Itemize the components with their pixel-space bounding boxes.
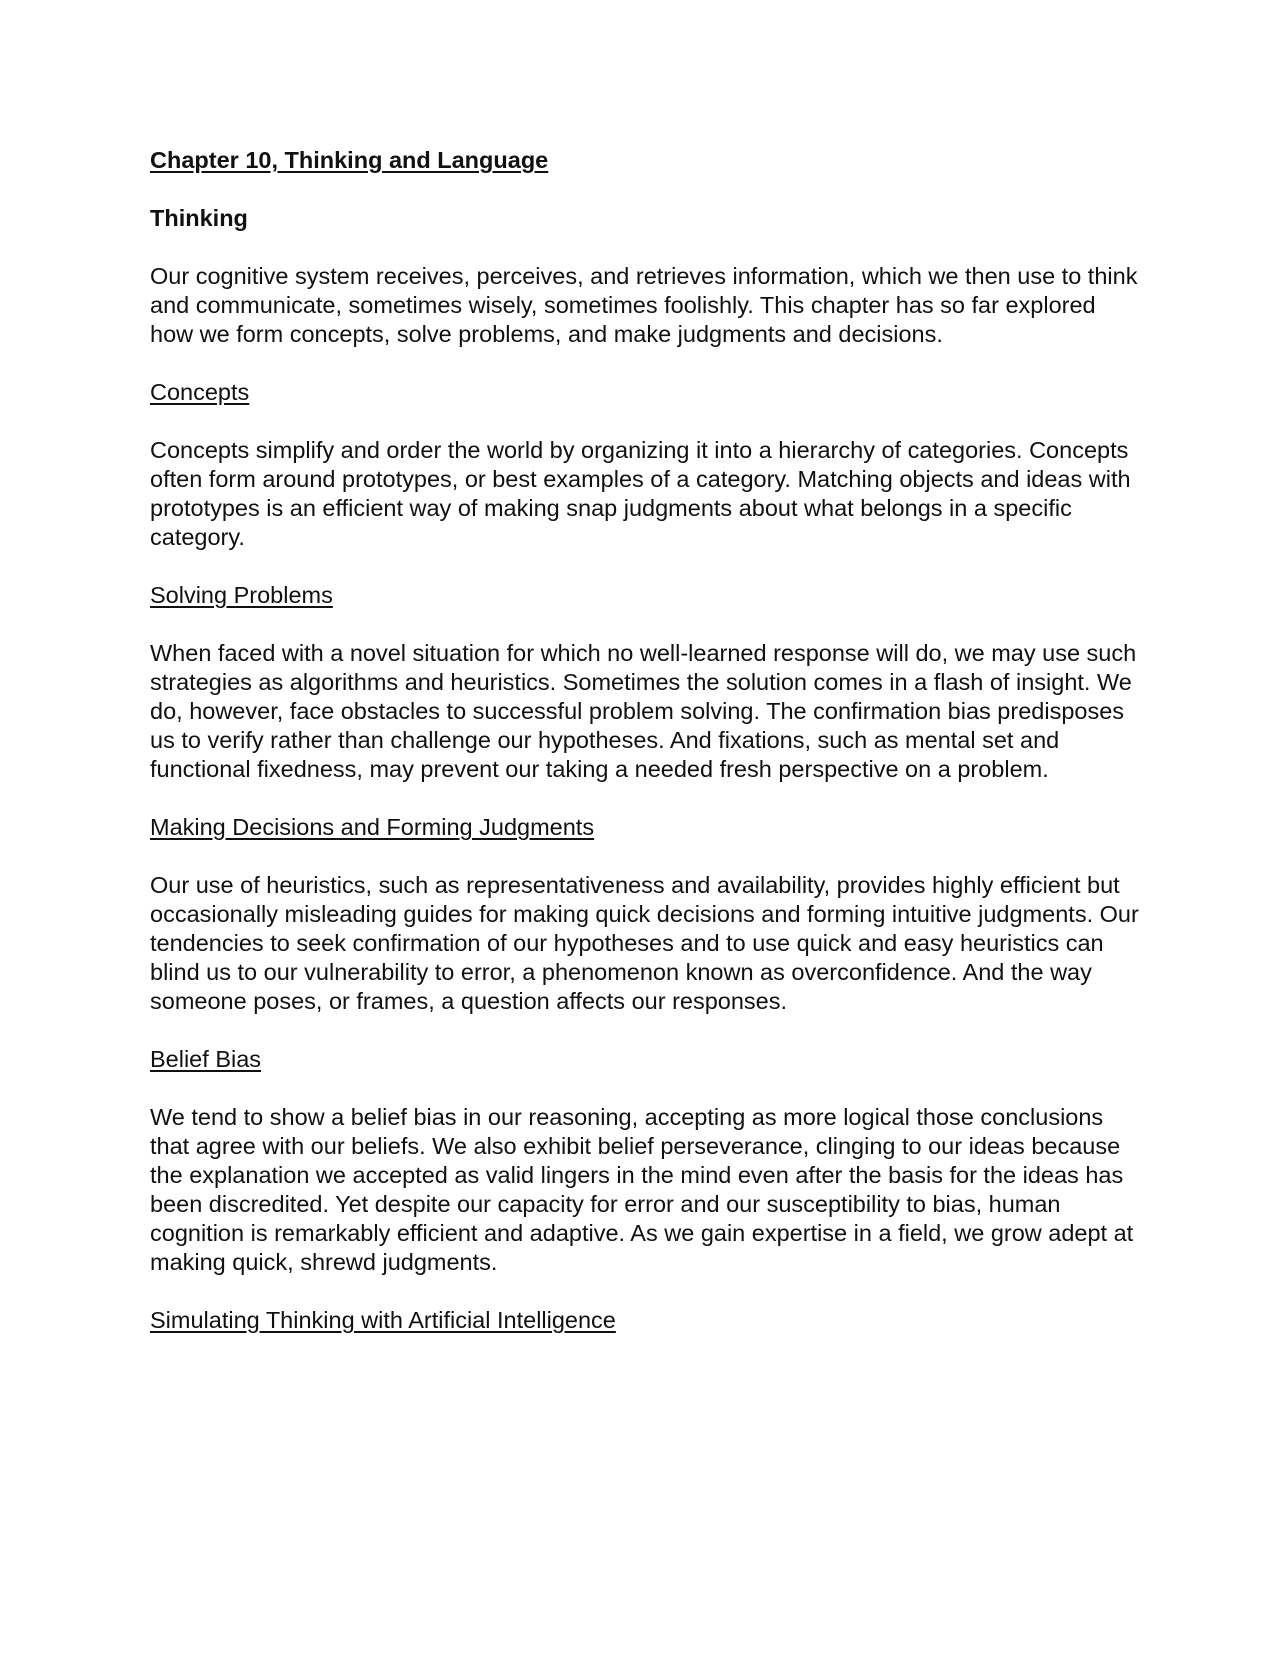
subheading-solving-problems: Solving Problems [150, 582, 333, 608]
paragraph-solving-problems: When faced with a novel situation for which no well-learned response will do, we may use such strategies as algorithms and heuristics. Sometimes the solution comes in a flash of insight. We do, however, face obstacles to successful problem solving. The confirmation bias predisposes us to verify rather than challenge our hypotheses. And fixations, such as mental set and functional fixedness, may prevent our taking a needed fresh perspective on a problem. [150, 640, 1137, 782]
subheading-artificial-intelligence: Simulating Thinking with Artificial Intelligence [150, 1307, 616, 1333]
subheading-belief-bias: Belief Bias [150, 1046, 262, 1072]
paragraph-belief-bias: We tend to show a belief bias in our reasoning, accepting as more logical those conclusions that agree with our beliefs. We also exhibit belief perseverance, clinging to our ideas because the explanation we accepted as valid lingers in the mind even after the basis for the ideas has been discredited. Yet despite our capacity for error and our susceptibility to bias, human cognition is remarkably efficient and adaptive. As we gain expertise in a field, we grow adept at making quick, shrewd judgments. [150, 1104, 1134, 1275]
paragraph-concepts: Concepts simplify and order the world by organizing it into a hierarchy of categories. Concepts often form around prototypes, or best examples of a category. Matching objects and ideas with prototypes is an efficient way of making snap judgments about what belongs in a specific category. [150, 437, 1131, 550]
document-content [150, 146, 1140, 1364]
paragraph-making-decisions: Our use of heuristics, such as representativeness and availability, provides highly efficient but occasionally misleading guides for making quick decisions and forming intuitive judgments. Our tendencies to seek confirmation of our hypotheses and to use quick and easy heuristics can blind us to our vulnerability to error, a phenomenon known as overconfidence. And the way someone poses, or frames, a question affects our responses. [150, 872, 1139, 1014]
subheading-making-decisions: Making Decisions and Forming Judgments [150, 814, 595, 840]
section-heading-thinking: Thinking [150, 205, 248, 231]
intro-paragraph: Our cognitive system receives, perceives, and retrieves information, which we then use to think and communicate, sometimes wisely, sometimes foolishly. This chapter has so far explored how we form concepts, solve problems, and make judgments and decisions. [150, 263, 1138, 347]
chapter-title: Chapter 10, Thinking and Language [150, 147, 549, 173]
subheading-concepts: Concepts [150, 379, 250, 405]
